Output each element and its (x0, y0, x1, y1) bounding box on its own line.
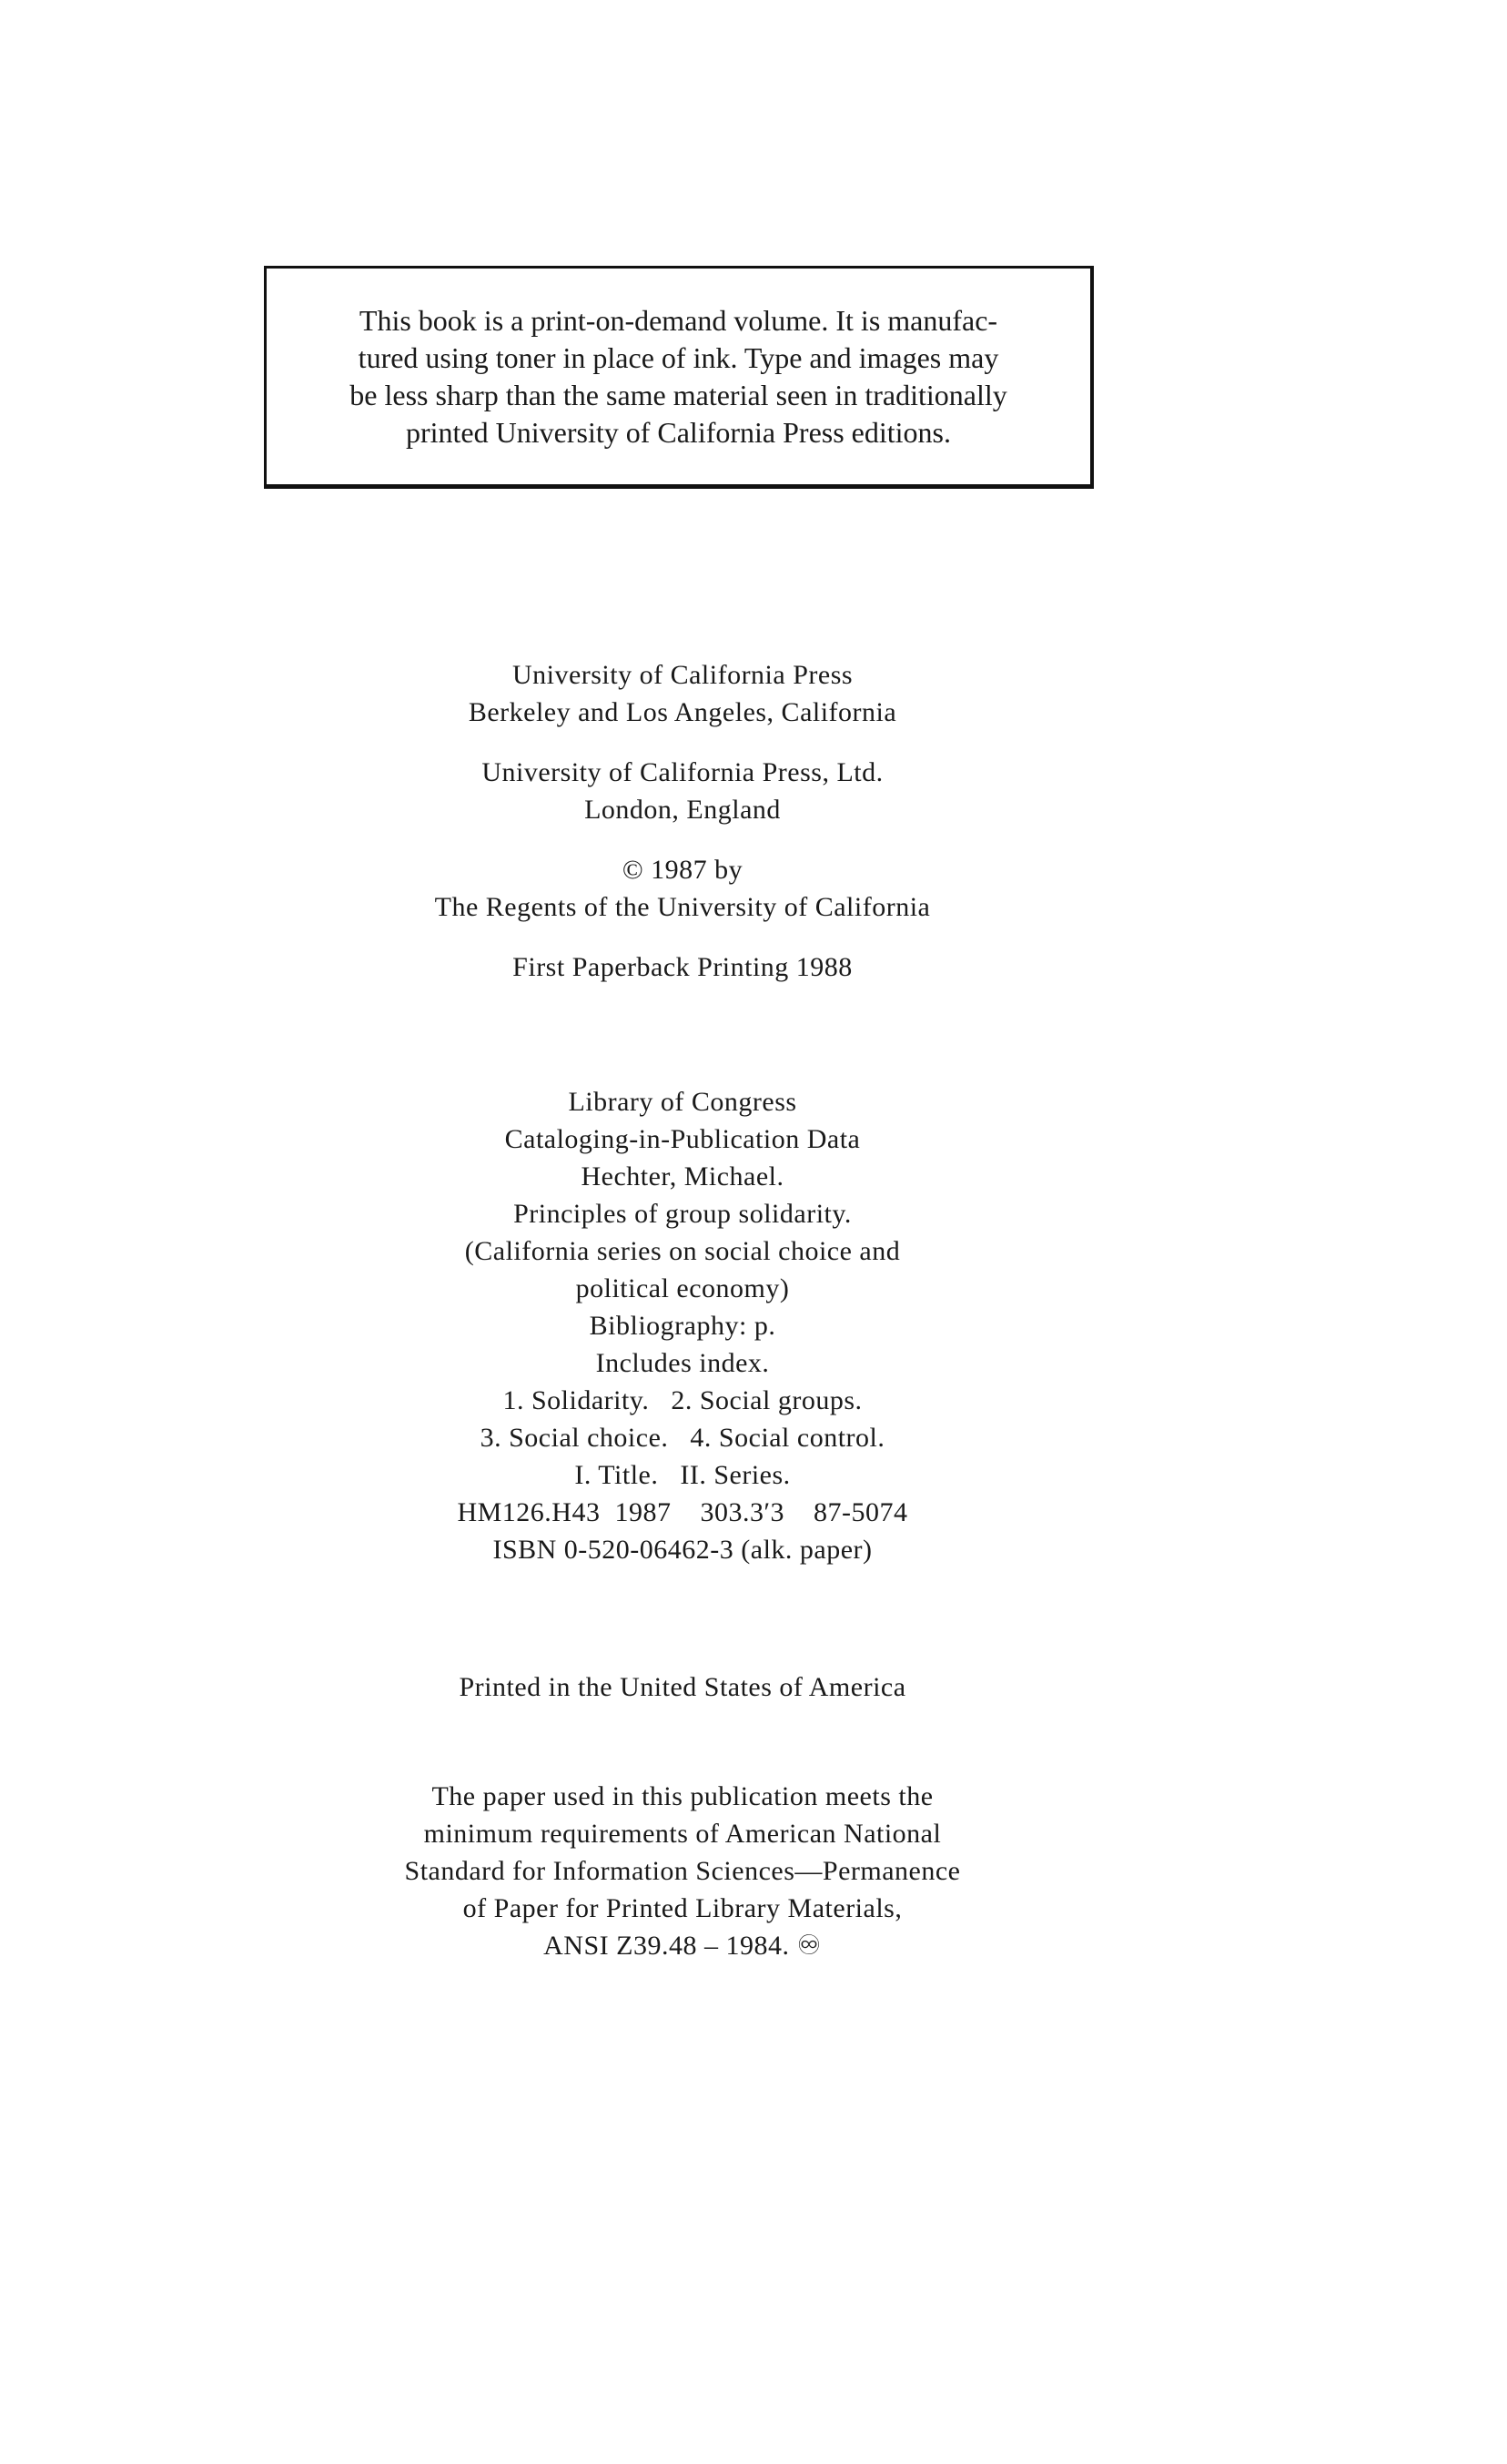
cip-line: (California series on social choice and (464, 1236, 901, 1266)
cip-line: Bibliography: p. (589, 1311, 776, 1341)
paper-standard-line: ANSI Z39.48 – 1984. ♾ (543, 1931, 822, 1961)
paper-standard-block (0, 1778, 1365, 1964)
uk-press-name: University of California Press, Ltd. (481, 757, 884, 787)
cip-line: Principles of group solidarity. (513, 1199, 852, 1229)
paper-standard-line: The paper used in this publication meets the (431, 1781, 934, 1811)
cip-line: Library of Congress (568, 1087, 797, 1117)
cip-line: Includes index. (595, 1348, 770, 1378)
paper-standard-line: of Paper for Printed Library Materials, (462, 1893, 903, 1923)
paper-standard-line: minimum requirements of American National (423, 1819, 942, 1849)
cip-line: political economy) (575, 1273, 790, 1303)
cataloging-in-publication-block (0, 1083, 1365, 1568)
press-name: University of California Press (511, 660, 854, 690)
notice-line: be less sharp than the same material seen in traditionally (349, 378, 1007, 411)
printing-statement: First Paperback Printing 1988 (512, 952, 853, 982)
print-on-demand-notice (297, 302, 1061, 451)
cip-line: Hechter, Michael. (581, 1161, 784, 1191)
press-location: Berkeley and Los Angeles, California (468, 697, 897, 727)
copyright-holder: The Regents of the University of California (434, 892, 931, 922)
cip-line: 3. Social choice. 4. Social control. (480, 1423, 885, 1453)
notice-line: printed University of California Press editions. (405, 415, 951, 449)
cip-line: I. Title. II. Series. (574, 1460, 791, 1490)
cip-line: HM126.H43 1987 303.3′3 87-5074 (457, 1497, 908, 1527)
notice-line: tured using toner in place of ink. Type and images may (358, 340, 999, 374)
uk-location: London, England (584, 795, 781, 825)
publisher-block (0, 656, 1365, 986)
copyright-line: © 1987 by (622, 855, 743, 885)
notice-line: This book is a print-on-demand volume. It is manufac- (359, 303, 998, 337)
cip-line: ISBN 0-520-06462-3 (alk. paper) (492, 1535, 873, 1565)
cip-line: Cataloging-in-Publication Data (504, 1124, 861, 1154)
paper-standard-line: Standard for Information Sciences—Permanence (404, 1856, 961, 1886)
print-on-demand-notice-box (264, 266, 1094, 489)
printed-in-statement: Printed in the United States of America (459, 1672, 906, 1702)
printed-in-block (0, 1668, 1365, 1706)
cip-line: 1. Solidarity. 2. Social groups. (502, 1385, 863, 1415)
